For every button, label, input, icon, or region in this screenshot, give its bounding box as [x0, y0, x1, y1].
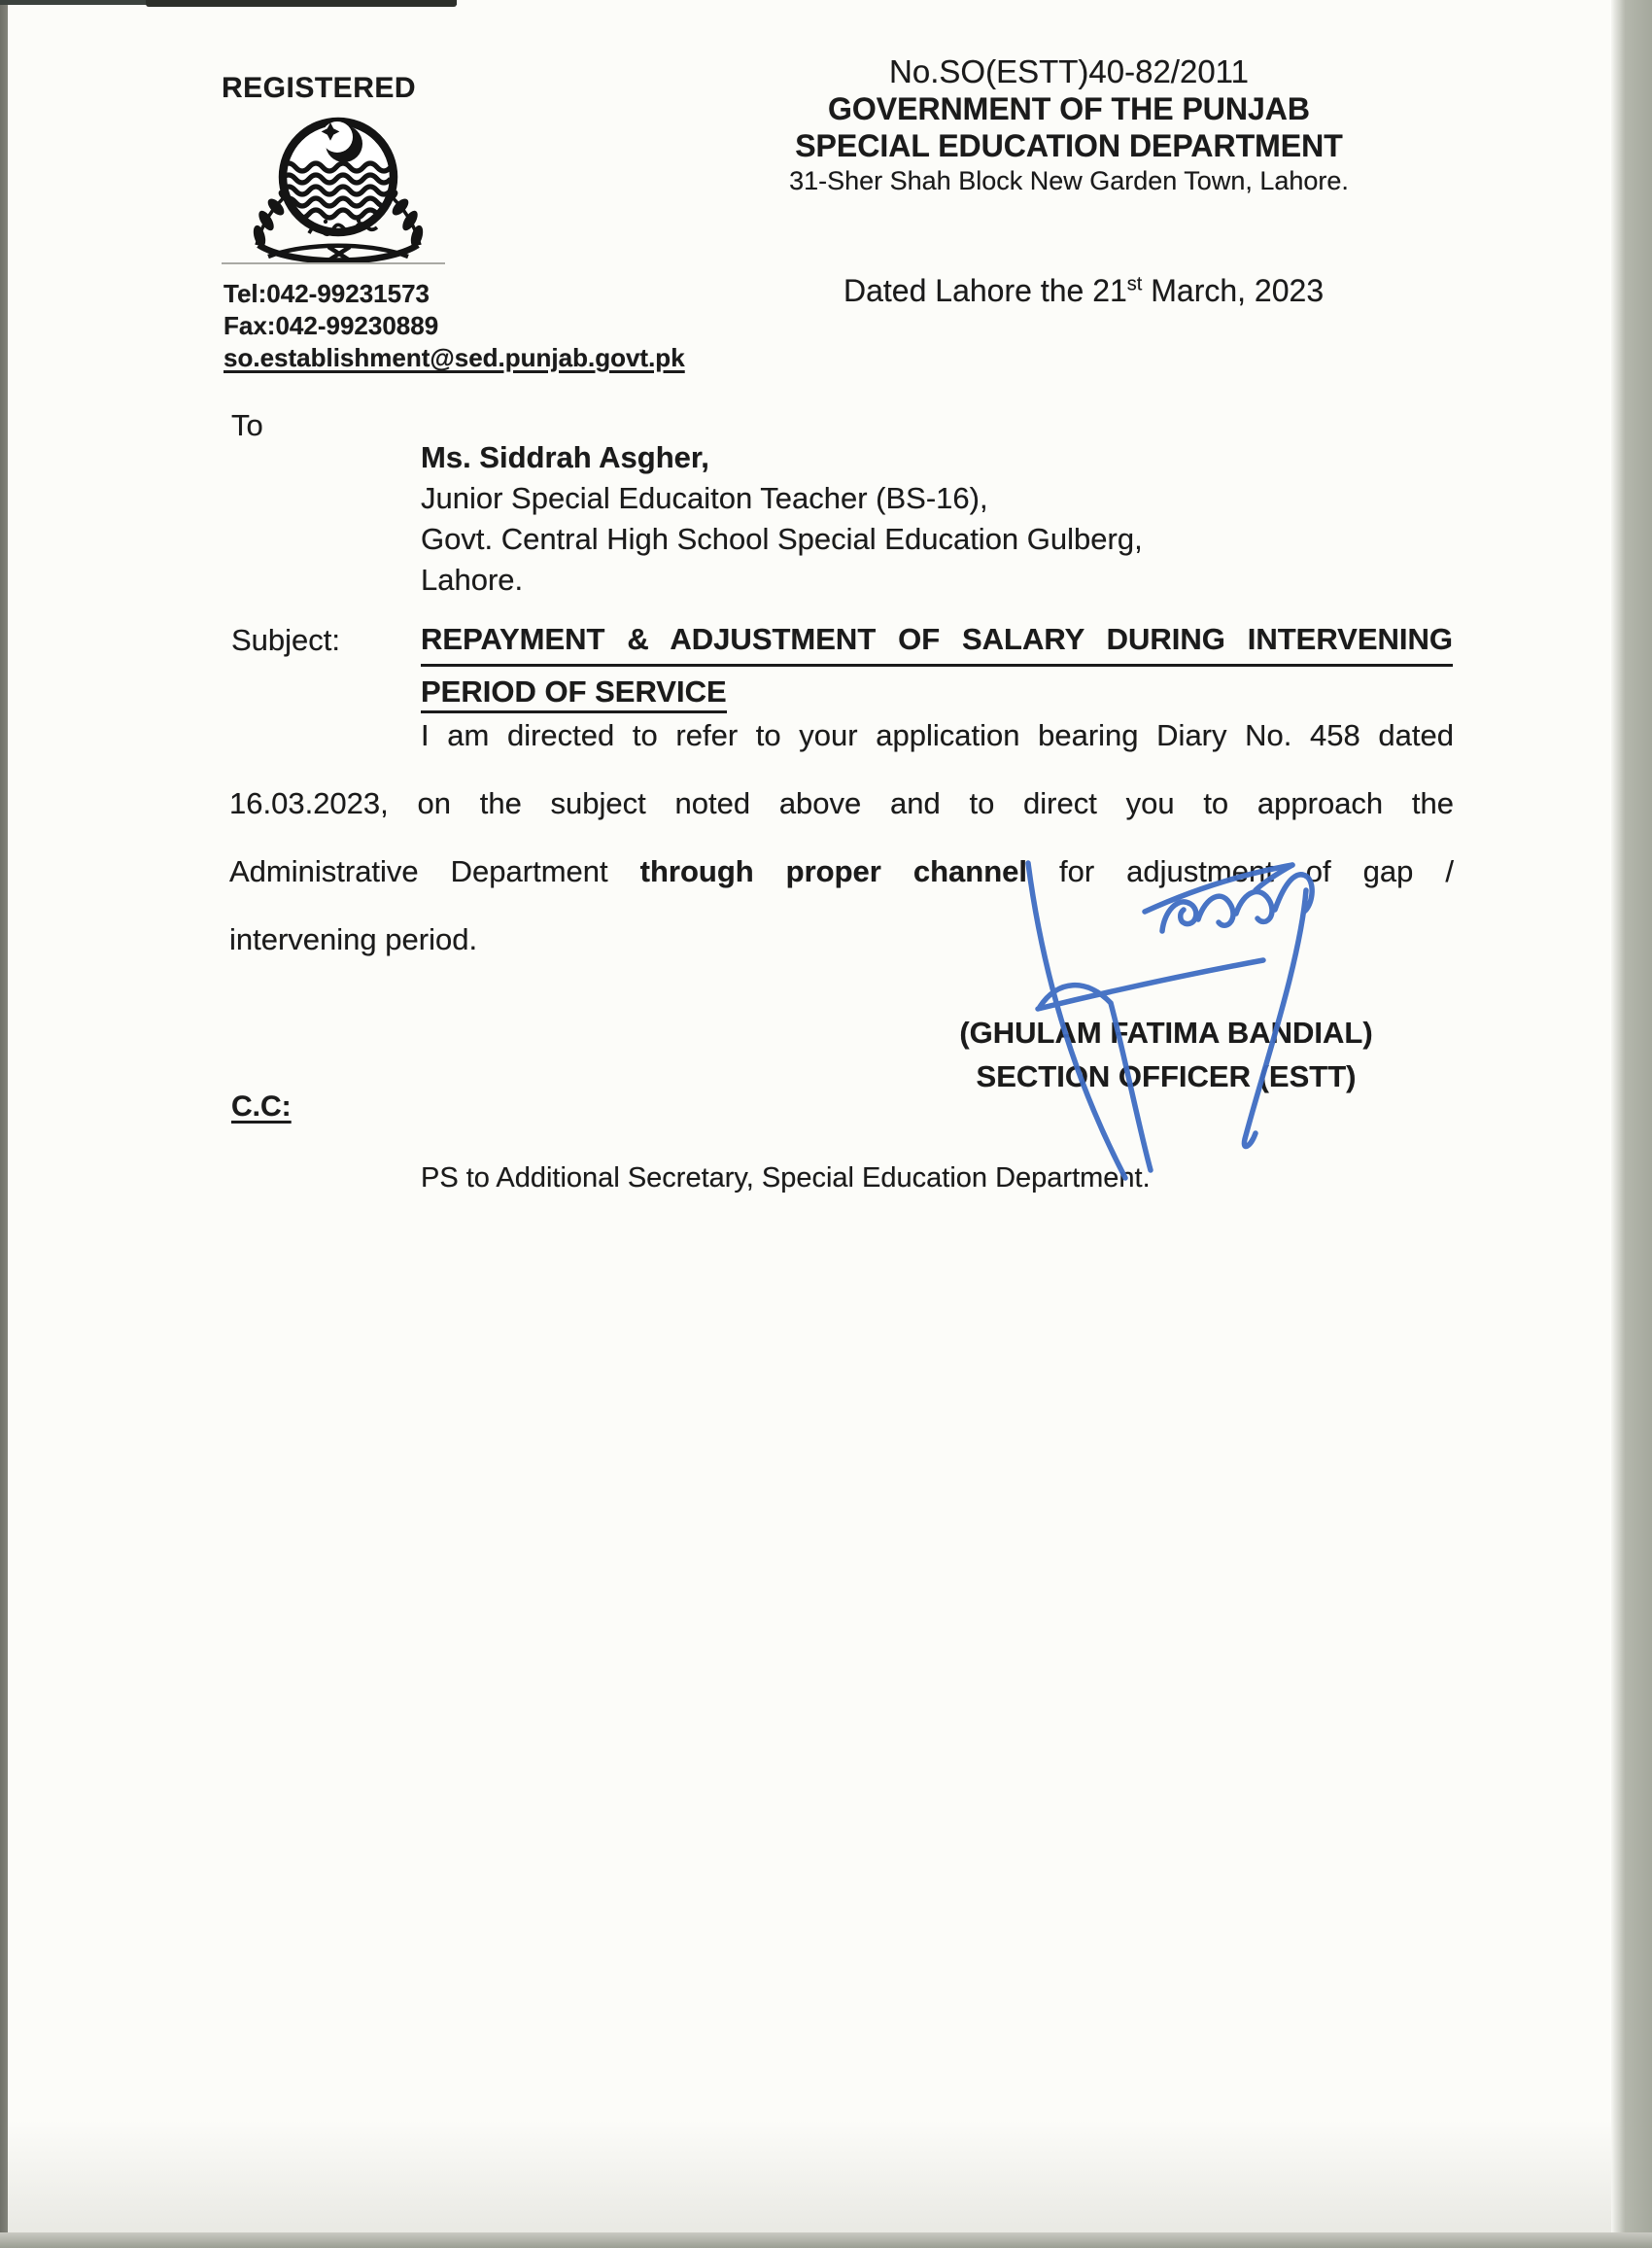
letterhead-divider: [222, 262, 445, 264]
scan-edge-top-mark: [146, 0, 457, 7]
signatory-title: SECTION OFFICER (ESTT): [976, 1059, 1357, 1093]
scan-bottom-shading: [8, 2119, 1611, 2232]
salutation: To: [231, 408, 263, 442]
contact-block: [224, 278, 685, 374]
office-address: 31-Sher Shah Block New Garden Town, Lahore.: [789, 166, 1349, 195]
date-post: March, 2023: [1142, 273, 1325, 308]
date-ordinal: st: [1126, 273, 1143, 295]
letterhead-right-block: [758, 52, 1380, 198]
recipient-school: Govt. Central High School Special Education Gulberg,: [421, 522, 1143, 556]
date-line: [843, 273, 1324, 309]
registered-label: REGISTERED: [222, 72, 417, 104]
scan-edge-bottom: [0, 2232, 1652, 2248]
signatory-name: (GHULAM FATIMA BANDIAL): [959, 1016, 1373, 1050]
handwritten-signature: [972, 836, 1399, 1205]
body-line-3-post: for adjustment of gap /: [1027, 854, 1454, 888]
body-line-4: intervening period.: [229, 922, 478, 956]
subject-block: [421, 616, 1453, 714]
scan-edge-right: [1611, 0, 1652, 2248]
cc-label: C.C:: [231, 1090, 292, 1123]
body-line-3-bold: through proper channel: [639, 854, 1027, 888]
recipient-name: Ms. Siddrah Asgher,: [421, 440, 709, 474]
subject-line-1: REPAYMENT & ADJUSTMENT OF SALARY DURING INTERVENING: [421, 616, 1453, 667]
date-pre: Dated Lahore the 21: [843, 273, 1127, 308]
government-name: GOVERNMENT OF THE PUNJAB: [827, 91, 1311, 126]
reference-number: No.SO(ESTT)40-82/2011: [889, 53, 1249, 89]
department-name: SPECIAL EDUCATION DEPARTMENT: [795, 128, 1343, 163]
recipient-address-block: [421, 437, 1143, 601]
body-line-3-pre: Administrative Department: [229, 854, 640, 888]
recipient-designation: Junior Special Educaiton Teacher (BS-16),: [421, 481, 988, 515]
tel-line: Tel:042-99231573: [224, 279, 430, 308]
subject-label: Subject:: [231, 623, 341, 657]
fax-line: Fax:042-99230889: [224, 311, 439, 340]
body-line-1: I am directed to refer to your application bearing Diary No. 458 dated: [421, 718, 1454, 752]
cc-item: PS to Additional Secretary, Special Education Department.: [421, 1162, 1151, 1193]
recipient-city: Lahore.: [421, 563, 524, 597]
punjab-crest-logo-icon: [231, 103, 445, 264]
email-line: so.establishment@sed.punjab.govt.pk: [224, 343, 685, 372]
scan-edge-left: [0, 0, 8, 2248]
subject-line-2: PERIOD OF SERVICE: [421, 674, 727, 713]
body-line-2: 16.03.2023, on the subject noted above and to direct you to approach the: [229, 786, 1454, 820]
